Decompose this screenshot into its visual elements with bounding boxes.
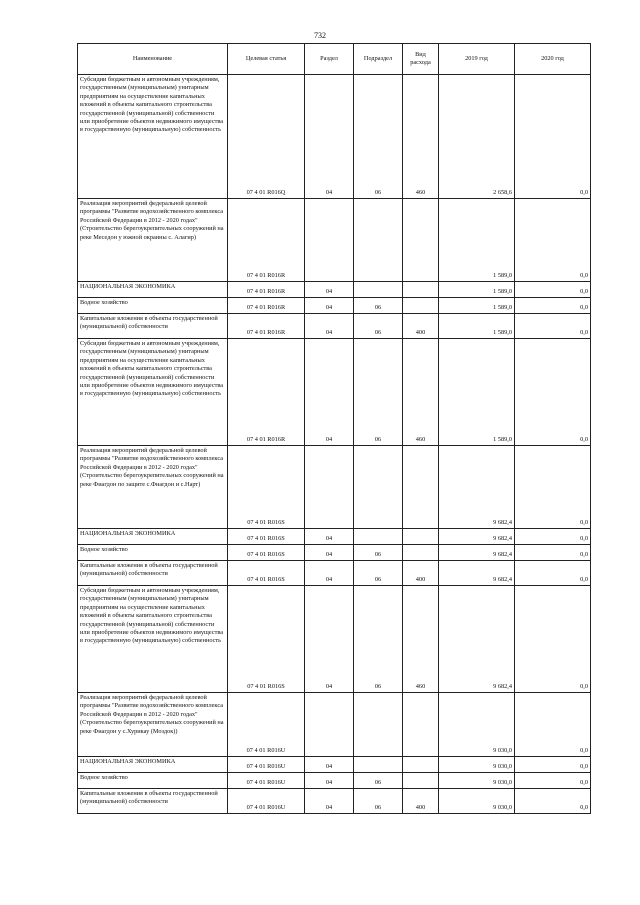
row-subsection: 06: [354, 339, 403, 446]
row-subsection: [354, 757, 403, 773]
row-amount-2020: 0,0: [515, 693, 591, 757]
row-code: 07 4 01 R016S: [228, 586, 305, 693]
row-code: 07 4 01 R016S: [228, 529, 305, 545]
row-expense-type: [403, 199, 439, 282]
row-amount-2020: 0,0: [515, 199, 591, 282]
row-code: 07 4 01 R016Q: [228, 75, 305, 199]
row-section: 04: [305, 561, 354, 586]
row-code: 07 4 01 R016U: [228, 773, 305, 789]
row-subsection: 06: [354, 789, 403, 814]
row-subsection: 06: [354, 561, 403, 586]
row-section: [305, 199, 354, 282]
header-section: Раздел: [305, 44, 354, 75]
table-row: [78, 199, 591, 282]
row-amount-2019: 1 589,0: [439, 298, 515, 314]
row-amount-2020: 0,0: [515, 298, 591, 314]
table-row: [78, 339, 591, 446]
row-amount-2019: 1 589,0: [439, 339, 515, 446]
table-row: [78, 693, 591, 757]
row-name: Реализация мероприятий федеральной целевой программы "Развитие водохозяйственного комплекса Российской Федерации в 2012 - 2020 годах" (Строительство берегоукрепительных сооружений на реке Фиагдон по защите с.Фиагдон и с.Нарт): [78, 446, 228, 529]
row-amount-2019: 9 682,4: [439, 529, 515, 545]
row-name: Реализация мероприятий федеральной целевой программы "Развитие водохозяйственного комплекса Российской Федерации в 2012 - 2020 годах" (Строительство берегоукрепительных сооружений на реке Фиагдон у с.Хурикау (Моздок)): [78, 693, 228, 757]
row-expense-type: [403, 282, 439, 298]
table-row: [78, 757, 591, 773]
row-name: Субсидии бюджетным и автономным учреждениям, государственным (муниципальным) унитарным предприятиям на осуществление капитальных вложений в объекты капитального строительства государственной (муниципальной) собственности или приобретение объектов недвижимого имущества в государственную (муниципальную) собственность: [78, 586, 228, 693]
row-name: Водное хозяйство: [78, 545, 228, 561]
row-subsection: [354, 446, 403, 529]
table-row: [78, 298, 591, 314]
row-amount-2020: 0,0: [515, 446, 591, 529]
table-row: [78, 529, 591, 545]
row-subsection: [354, 282, 403, 298]
row-section: 04: [305, 314, 354, 339]
row-name: Капитальные вложения в объекты государственной (муниципальной) собственности: [78, 789, 228, 814]
row-amount-2019: 9 030,0: [439, 693, 515, 757]
header-year-2020: 2020 год: [515, 44, 591, 75]
row-code: 07 4 01 R016R: [228, 199, 305, 282]
row-subsection: 06: [354, 586, 403, 693]
row-expense-type: [403, 545, 439, 561]
row-amount-2019: 9 030,0: [439, 757, 515, 773]
row-expense-type: [403, 773, 439, 789]
row-amount-2019: 1 589,0: [439, 314, 515, 339]
table-row: [78, 75, 591, 199]
row-name: Капитальные вложения в объекты государственной (муниципальной) собственности: [78, 314, 228, 339]
header-year-2019: 2019 год: [439, 44, 515, 75]
row-name: Реализация мероприятий федеральной целевой программы "Развитие водохозяйственного комплекса Российской Федерации в 2012 - 2020 годах" (Строительство берегоукрепительных сооружений на реке Меседон у южной окраины с. Алагир): [78, 199, 228, 282]
row-section: 04: [305, 586, 354, 693]
row-amount-2019: 9 682,4: [439, 586, 515, 693]
row-amount-2020: 0,0: [515, 314, 591, 339]
row-subsection: 06: [354, 773, 403, 789]
row-amount-2020: 0,0: [515, 789, 591, 814]
row-code: 07 4 01 R016S: [228, 446, 305, 529]
row-expense-type: [403, 446, 439, 529]
row-code: 07 4 01 R016R: [228, 314, 305, 339]
row-code: 07 4 01 R016U: [228, 757, 305, 773]
row-code: 07 4 01 R016S: [228, 545, 305, 561]
row-code: 07 4 01 R016R: [228, 282, 305, 298]
table-row: [78, 446, 591, 529]
row-expense-type: 400: [403, 314, 439, 339]
row-expense-type: [403, 757, 439, 773]
row-expense-type: 460: [403, 586, 439, 693]
row-expense-type: 460: [403, 339, 439, 446]
row-amount-2019: 9 682,4: [439, 545, 515, 561]
row-amount-2019: 9 030,0: [439, 789, 515, 814]
row-amount-2020: 0,0: [515, 757, 591, 773]
row-amount-2020: 0,0: [515, 529, 591, 545]
row-section: [305, 446, 354, 529]
row-section: 04: [305, 282, 354, 298]
row-subsection: 06: [354, 298, 403, 314]
row-name: НАЦИОНАЛЬНАЯ ЭКОНОМИКА: [78, 282, 228, 298]
row-section: 04: [305, 298, 354, 314]
row-section: 04: [305, 757, 354, 773]
row-subsection: 06: [354, 314, 403, 339]
row-expense-type: 460: [403, 75, 439, 199]
page-number: 732: [314, 31, 326, 40]
row-code: 07 4 01 R016U: [228, 693, 305, 757]
row-amount-2020: 0,0: [515, 773, 591, 789]
table-header-row: [78, 44, 591, 75]
row-expense-type: [403, 693, 439, 757]
row-code: 07 4 01 R016R: [228, 339, 305, 446]
row-subsection: [354, 529, 403, 545]
table-row: [78, 789, 591, 814]
row-amount-2020: 0,0: [515, 339, 591, 446]
row-section: 04: [305, 339, 354, 446]
row-amount-2020: 0,0: [515, 586, 591, 693]
header-expense-type: Вид расхода: [403, 44, 439, 75]
row-expense-type: [403, 529, 439, 545]
row-name: Водное хозяйство: [78, 298, 228, 314]
table-row: [78, 314, 591, 339]
row-expense-type: [403, 298, 439, 314]
row-amount-2020: 0,0: [515, 282, 591, 298]
row-amount-2019: 1 589,0: [439, 199, 515, 282]
row-amount-2019: 1 589,0: [439, 282, 515, 298]
row-subsection: 06: [354, 75, 403, 199]
row-subsection: [354, 199, 403, 282]
row-section: 04: [305, 545, 354, 561]
table-row: [78, 773, 591, 789]
row-amount-2019: 9 682,4: [439, 446, 515, 529]
row-subsection: [354, 693, 403, 757]
header-name: Наименование: [78, 44, 228, 75]
row-section: 04: [305, 529, 354, 545]
row-name: Субсидии бюджетным и автономным учреждениям, государственным (муниципальным) унитарным предприятиям на осуществление капитальных вложений в объекты капитального строительства государственной (муниципальной) собственности или приобретение объектов недвижимого имущества в государственную (муниципальную) собственность: [78, 339, 228, 446]
row-name: Капитальные вложения в объекты государственной (муниципальной) собственности: [78, 561, 228, 586]
table-row: [78, 545, 591, 561]
row-amount-2020: 0,0: [515, 75, 591, 199]
row-code: 07 4 01 R016R: [228, 298, 305, 314]
table-row: [78, 282, 591, 298]
budget-table: [77, 43, 591, 814]
row-amount-2019: 9 682,4: [439, 561, 515, 586]
row-amount-2019: 2 658,6: [439, 75, 515, 199]
row-name: Субсидии бюджетным и автономным учреждениям, государственным (муниципальным) унитарным предприятиям на осуществление капитальных вложений в объекты капитального строительства государственной (муниципальной) собственности или приобретение объектов недвижимого имущества в государственную (муниципальную) собственность: [78, 75, 228, 199]
table-row: [78, 561, 591, 586]
row-code: 07 4 01 R016S: [228, 561, 305, 586]
row-expense-type: 400: [403, 561, 439, 586]
row-expense-type: 400: [403, 789, 439, 814]
row-section: 04: [305, 789, 354, 814]
row-section: 04: [305, 773, 354, 789]
row-amount-2020: 0,0: [515, 561, 591, 586]
header-subsection: Подраздел: [354, 44, 403, 75]
row-section: 04: [305, 75, 354, 199]
row-code: 07 4 01 R016U: [228, 789, 305, 814]
table-row: [78, 586, 591, 693]
row-subsection: 06: [354, 545, 403, 561]
header-code: Целевая статья: [228, 44, 305, 75]
row-amount-2019: 9 030,0: [439, 773, 515, 789]
row-amount-2020: 0,0: [515, 545, 591, 561]
row-section: [305, 693, 354, 757]
row-name: Водное хозяйство: [78, 773, 228, 789]
row-name: НАЦИОНАЛЬНАЯ ЭКОНОМИКА: [78, 757, 228, 773]
row-name: НАЦИОНАЛЬНАЯ ЭКОНОМИКА: [78, 529, 228, 545]
